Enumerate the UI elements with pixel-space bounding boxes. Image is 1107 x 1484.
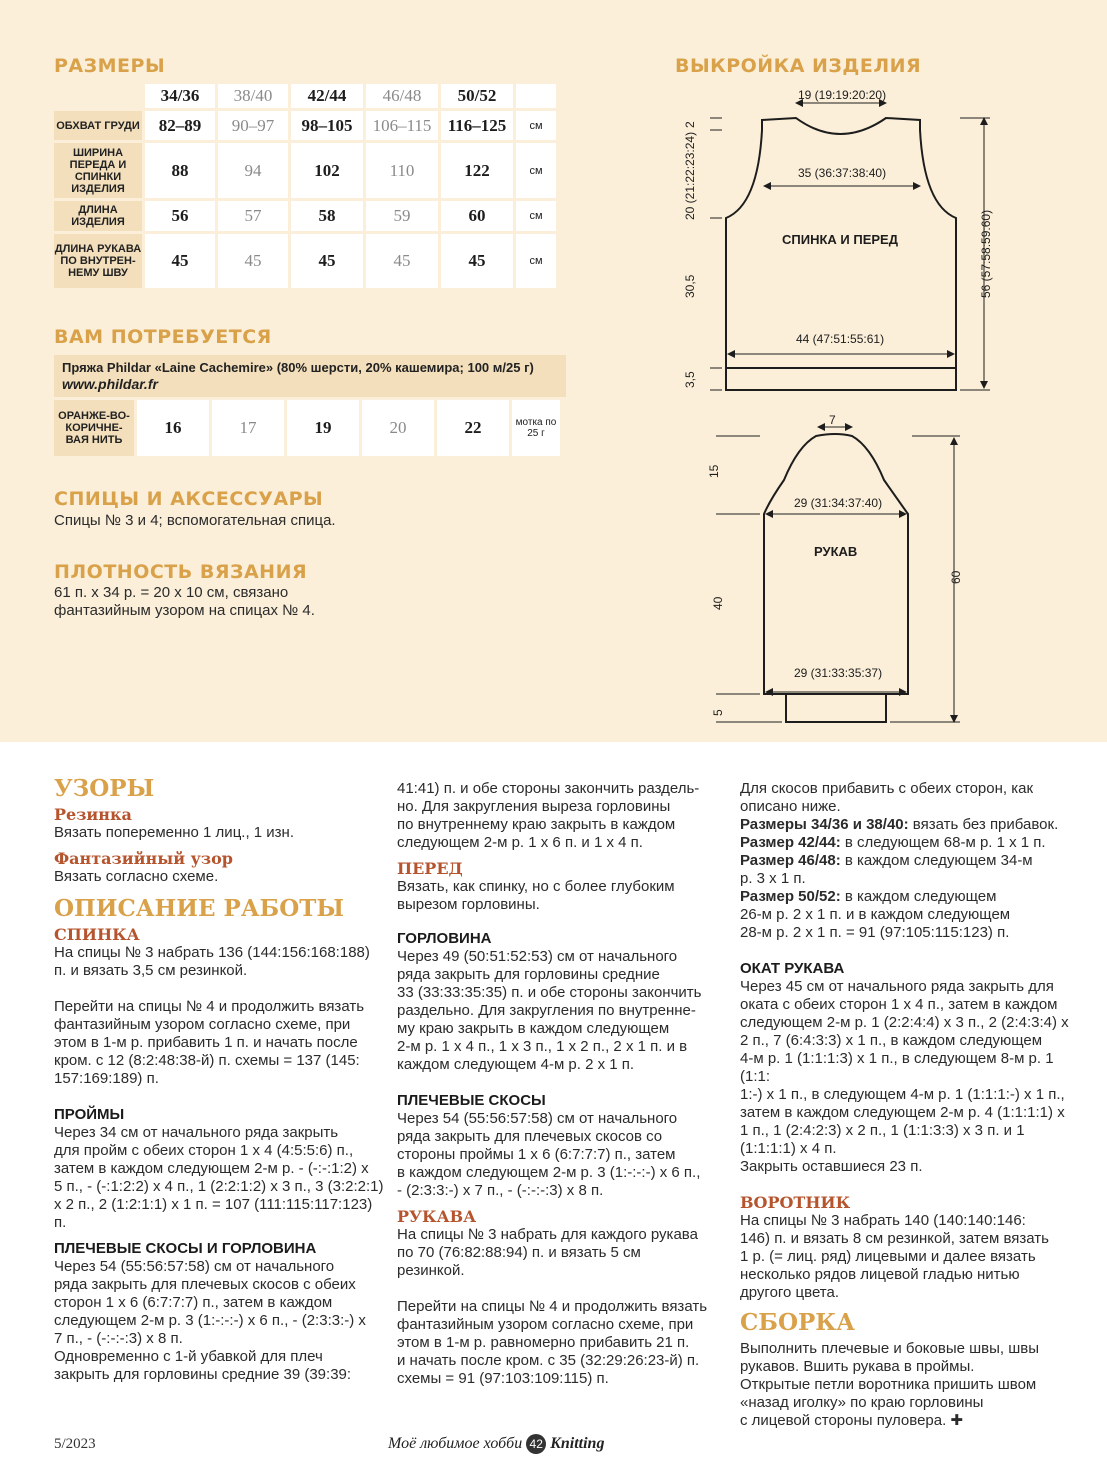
cell: 59: [366, 201, 438, 231]
dim-cap-h: 15: [707, 464, 721, 478]
qty: 19: [287, 400, 359, 456]
pattern-title: ВЫКРОЙКА ИЗДЕЛИЯ: [675, 55, 922, 77]
gauge-title: ПЛОТНОСТЬ ВЯЗАНИЯ: [54, 561, 308, 583]
dim-cuff: 29 (31:33:35:37): [794, 666, 883, 680]
column-2: 41:41) п. и обе стороны закончить раздель- но. Для закругления выреза горловины по внутреннему краю закрыть в каждом следующем 2-м р. 1 х 6 п. и 1 х 4 п. ПЕРЕД Вязать, как спинку, но с более глубоким вырезом горловины. ГОРЛОВИНА Через 49 (50:51:52:53) см от начального ряда закрыть для горловины средние 33 (33:33:35:35) п. и обе стороны закончить раздельно. Для закругления по внутренне- му краю закрыть в каждом следующем 2-м р. 1 х 4 п., 1 х 3 п., 1 х 2 п., 2 х 1 п. и в каждом следующем 4-м р. 2 х 1 п. ПЛЕЧЕВЫЕ СКОСЫ Через 54 (55:56:57:58) см от начального ряда закрыть для плечевых скосов со стороны проймы 1 х 6 (6:7:7:7) п., затем в каждом следующем 2-м р. 3 (1:-:-:-) х 6 п., - (2:3:3:-) х 7 п., - (-:-:-:3) х 8 п. РУКАВА На спицы № 3 набрать для каждого рукава по 70 (76:82:88:94) п. и вязать 5 см резинкой. Перейти на спицы № 4 и продолжить вязать фантазийным узором согласно схеме, при этом в 1-м р. равномерно прибавить 21 п. и начать после кром. с 35 (32:29:26:23-й) п. схемы = 91 (97:103:109:115) п.: [397, 780, 727, 1388]
armholes-title: ПРОЙМЫ: [54, 1106, 125, 1123]
column-3: Для скосов прибавить с обеих сторон, как описано ниже. Размеры 34/36 и 38/40: вязать без прибавок. Размер 42/44: в следующем 68-м р. 1 х 1 п. Размер 46/48: в каждом следующем 34-м р. 3 х 1 п. Размер 50/52: в каждом следующем 26-м р. 2 х 1 п. и в каждом следующем 28-м р. 2 х 1 п. = 91 (97:105:115:123) п. ОКАТ РУКАВА Через 45 см от начального ряда закрыть для оката с обеих сторон 1 х 4 п., затем в каждом следующем 2-м р. 1 (2:2:4:4) х 3 п., 2 (2:4:3:4) х 2 п., 7 (6:4:3:3) х 1 п., в каждом следующем 4-м р. 1 (1:1:1:3) х 1 п., в следующем 8-м р. 1 (1:1: 1:-) х 1 п., в следующем 4-м р. 1 (1:1:1:-) х 1 п., затем в каждом следующем 2-м р. 4 (1:1:1:1) х 1 п., 1 (2:4:2:3) х 2 п., 1 (1:1:3:3) х 3 п. и 1 (1:1:1:1) х 4 п. Закрыть оставшиеся 23 п. ВОРОТНИК На спицы № 3 набрать 140 (140:140:146: 146) п. и вязать 8 см резинкой, затем вязать 1 р. (= лиц. ряд) лицевыми и далее вязать несколько рядов лицевой гладью нитью другого цвета. СБОРКА Выполнить плечевые и боковые швы, швы рукавов. Вшить рукава в проймы. Открытые петли воротника пришить швом «назад иголку» по краю горловины с лицевой стороны пуловера. ✚: [740, 780, 1080, 1430]
magazine-name: Моё любимое хобби: [388, 1435, 523, 1452]
cell: 82–89: [145, 111, 215, 140]
size-header: 46/48: [366, 84, 438, 108]
cell: 45: [441, 234, 513, 288]
dim-neck: 19 (19:19:20:20): [798, 88, 887, 102]
cell: 45: [145, 234, 215, 288]
dim-cuff-h: 5: [711, 709, 725, 716]
front-title: ПЕРЕД: [397, 859, 463, 878]
dim-total-h: 56 (57:58:59:60): [979, 209, 993, 298]
cell: 122: [441, 143, 513, 198]
cell: 58: [291, 201, 363, 231]
fancy-title: Фантазийный узор: [54, 849, 233, 868]
dim-cap-top: 7: [829, 413, 836, 427]
dim-sleeve-body: 40: [711, 596, 725, 610]
materials-title: ВАМ ПОТРЕБУЕТСЯ: [54, 326, 272, 348]
qty-unit: мотка по 25 г: [512, 400, 560, 456]
sizes-title: РАЗМЕРЫ: [54, 55, 166, 77]
yarn-text: Пряжа Phildar «Laine Cachemire» (80% шерсти, 20% кашемира; 100 м/25 г): [62, 360, 534, 375]
needles-title: СПИЦЫ И АКСЕССУАРЫ: [54, 488, 324, 510]
unit: см: [516, 111, 556, 140]
column-1: УЗОРЫ Резинка Вязать попеременно 1 лиц., 1 изн. Фантазийный узор Вязать согласно схеме. ОПИСАНИЕ РАБОТЫ СПИНКА На спицы № 3 набрать 136 (144:156:168:188) п. и вязать 3,5 см резинкой. Перейти на спицы № 4 и продолжить вязать фантазийным узором согласно схеме, при этом в 1-м р. прибавить 1 п. и начать после кром. с 12 (8:2:48:38-й) п. схемы = 137 (145: 157:169:189) п. ПРОЙМЫ Через 34 см от начального ряда закрыть для пройм с обеих сторон 1 х 4 (4:5:5:6) п., затем в каждом следующем 2-м р. - (-:-:1:2) х 5 п., - (-:1:2:2) х 4 п., 1 (2:2:1:2) х 3 п., 3 (3:2:2:1) х 2 п., 2 (1:2:1:1) х 1 п. = 107 (111:115:117:123) п. ПЛЕЧЕВЫЕ СКОСЫ И ГОРЛОВИНА Через 54 (55:56:57:58) см от начального ряда закрыть для плечевых скосов с обеих сторон 1 х 6 (6:7:7:7) п., затем в каждом следующем 2-м р. 3 (1:-:-:-) х 6 п., - (2:3:3:-) х 7 п., - (-:-:-:3) х 8 п. Одновременно с 1-й убавкой для плеч закрыть для горловины средние 39 (39:39:: [54, 775, 384, 1383]
cell: 102: [291, 143, 363, 198]
color-label: ОРАНЖЕ-ВО-КОРИЧНЕ-ВАЯ НИТЬ: [54, 400, 134, 456]
front-shoulders-title: ПЛЕЧЕВЫЕ СКОСЫ: [397, 1092, 546, 1109]
body-outline: [726, 118, 956, 390]
qty: 20: [362, 400, 434, 456]
sleeve-label: РУКАВ: [814, 544, 858, 559]
dim-chest: 35 (36:37:38:40): [798, 166, 887, 180]
gauge-text: 61 п. х 34 р. = 20 х 10 см, связано фантазийным узором на спицах № 4.: [54, 584, 315, 619]
back-title: СПИНКА: [54, 925, 140, 944]
cell: 57: [218, 201, 288, 231]
cell: 94: [218, 143, 288, 198]
cell: 90–97: [218, 111, 288, 140]
dim-shoulder-drop: 2: [683, 121, 697, 128]
size-header: 50/52: [441, 84, 513, 108]
unit: см: [516, 234, 556, 288]
size-header: 42/44: [291, 84, 363, 108]
footer-brand: [388, 1434, 604, 1454]
needles-text: Спицы № 3 и 4; вспомогательная спица.: [54, 512, 336, 529]
neck-title: ГОРЛОВИНА: [397, 930, 492, 947]
cell: 106–115: [366, 111, 438, 140]
cell: 56: [145, 201, 215, 231]
cell: 45: [291, 234, 363, 288]
work-title: ОПИСАНИЕ РАБОТЫ: [54, 895, 344, 922]
qty: 17: [212, 400, 284, 456]
cell: 45: [366, 234, 438, 288]
cell: 45: [218, 234, 288, 288]
qty: 16: [137, 400, 209, 456]
yarn-url: www.phildar.fr: [62, 376, 158, 392]
cell: 116–125: [441, 111, 513, 140]
brand-name: Knitting: [550, 1435, 605, 1452]
patterns-title: УЗОРЫ: [54, 775, 155, 802]
dim-rib: 3,5: [683, 371, 697, 388]
row-label: ДЛИНА РУКАВА ПО ВНУТРЕН-НЕМУ ШВУ: [54, 234, 142, 288]
row-label: ШИРИНА ПЕРЕДА И СПИНКИ ИЗДЕЛИЯ: [54, 143, 142, 198]
assembly-title: СБОРКА: [740, 1309, 855, 1336]
dim-sleeve-total: 60: [949, 570, 963, 584]
dim-armhole: 20 (21:22:23:24): [683, 131, 697, 220]
body-label: СПИНКА И ПЕРЕД: [782, 232, 898, 247]
cell: 110: [366, 143, 438, 198]
collar-title: ВОРОТНИК: [740, 1193, 851, 1212]
end-mark-icon: ✚: [950, 1412, 964, 1429]
issue-date: 5/2023: [54, 1436, 96, 1452]
unit: см: [516, 143, 556, 198]
unit: см: [516, 201, 556, 231]
dim-hem: 44 (47:51:55:61): [796, 332, 885, 346]
dim-upper-arm: 29 (31:34:37:40): [794, 496, 883, 510]
sleeves-title: РУКАВА: [397, 1207, 477, 1226]
dim-body-h: 30,5: [683, 274, 697, 298]
cap-title: ОКАТ РУКАВА: [740, 960, 845, 977]
shoulders-title: ПЛЕЧЕВЫЕ СКОСЫ И ГОРЛОВИНА: [54, 1240, 317, 1257]
cell: 98–105: [291, 111, 363, 140]
qty: 22: [437, 400, 509, 456]
size-header: 34/36: [145, 84, 215, 108]
size-header: 38/40: [218, 84, 288, 108]
cell: 60: [441, 201, 513, 231]
row-label: ОБХВАТ ГРУДИ: [54, 111, 142, 140]
cell: 88: [145, 143, 215, 198]
rib-title: Резинка: [54, 805, 132, 824]
page-number: 42: [526, 1434, 546, 1454]
row-label: ДЛИНА ИЗДЕЛИЯ: [54, 201, 142, 231]
